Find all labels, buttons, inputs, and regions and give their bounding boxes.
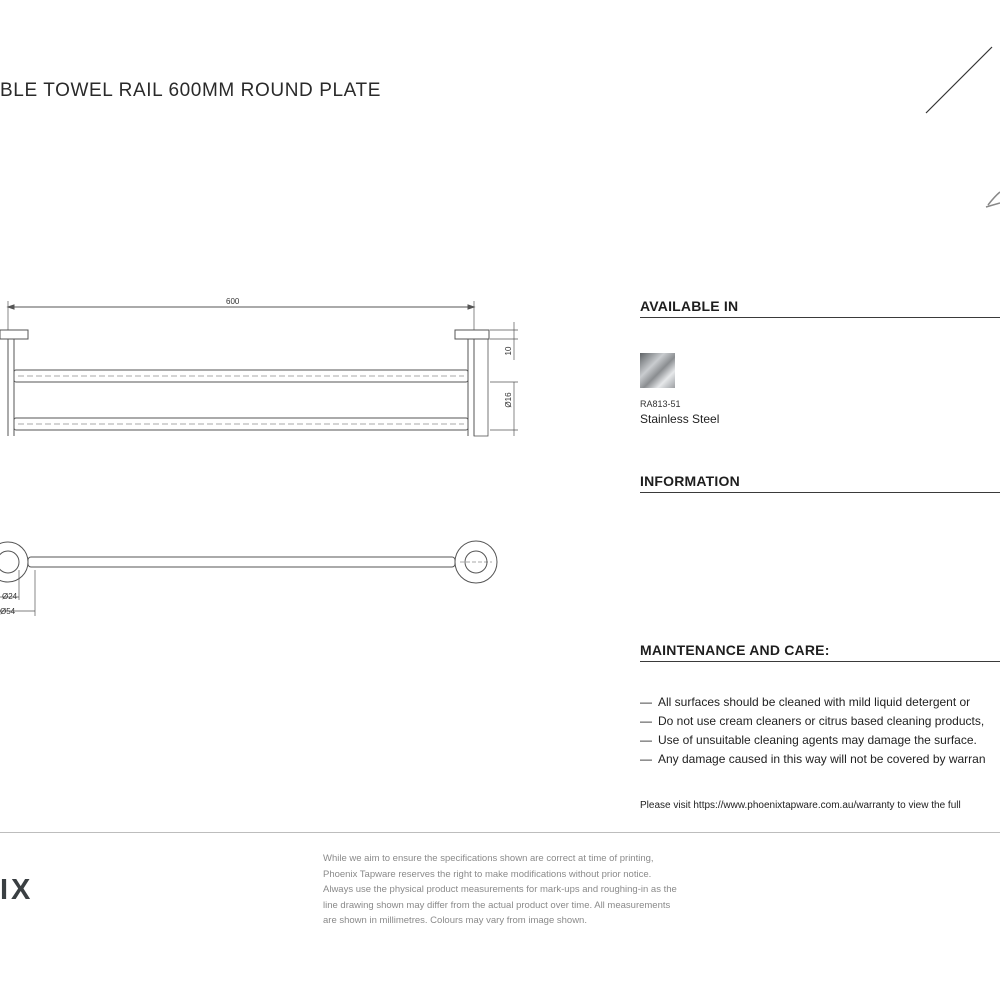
care-item: — Do not use cream cleaners or citrus based cleaning products,	[640, 714, 985, 728]
care-item: — All surfaces should be cleaned with mild liquid detergent or	[640, 695, 971, 709]
render-bracket-fragment	[986, 192, 1000, 207]
left-wall-plate-front	[0, 330, 28, 339]
product-code: RA813-51	[640, 399, 681, 409]
warranty-visit-text[interactable]: Please visit https://www.phoenixtapware.com.au/warranty to view the full	[640, 800, 961, 811]
left-plate-top-outer	[0, 542, 28, 582]
care-list	[640, 694, 986, 770]
dim-label-plate-dia: Ø54	[0, 607, 16, 616]
product-title: BLE TOWEL RAIL 600MM ROUND PLATE	[0, 80, 382, 101]
care-item: — Use of unsuitable cleaning agents may damage the surface.	[640, 733, 977, 747]
right-wall-plate-front	[455, 330, 489, 339]
available-in-heading: AVAILABLE IN	[640, 298, 739, 314]
maintenance-heading: MAINTENANCE AND CARE:	[640, 642, 830, 658]
left-plate-top-inner	[0, 551, 19, 573]
dim-label-bar-dia: Ø16	[504, 392, 513, 408]
dim-label-inner-dia: Ø24	[2, 592, 18, 601]
information-rule	[640, 492, 1000, 493]
disclaimer: While we aim to ensure the specifications shown are correct at time of printing, Phoenix Tapware reserves the right to make modifications without prior notice. Always use the physical product measurements for mark-ups and roughing-in as the line drawing shown may differ from the actual product over time. All measurements are shown in millimetres. Colours may vary from image shown.	[323, 853, 677, 926]
brand-logo-text: IX	[0, 874, 34, 906]
available-in-rule	[640, 317, 1000, 318]
dim-label-plate-depth: 10	[504, 346, 513, 356]
care-item: — Any damage caused in this way will not be covered by warran	[640, 752, 986, 766]
dim-label-length: 600	[226, 297, 240, 306]
finish-swatch	[640, 353, 675, 388]
rail-top-view	[28, 557, 455, 567]
maintenance-rule	[640, 661, 1000, 662]
footer-divider	[0, 832, 1000, 833]
render-edge-line	[926, 47, 992, 113]
finish-name: Stainless Steel	[640, 412, 720, 426]
information-heading: INFORMATION	[640, 473, 740, 489]
